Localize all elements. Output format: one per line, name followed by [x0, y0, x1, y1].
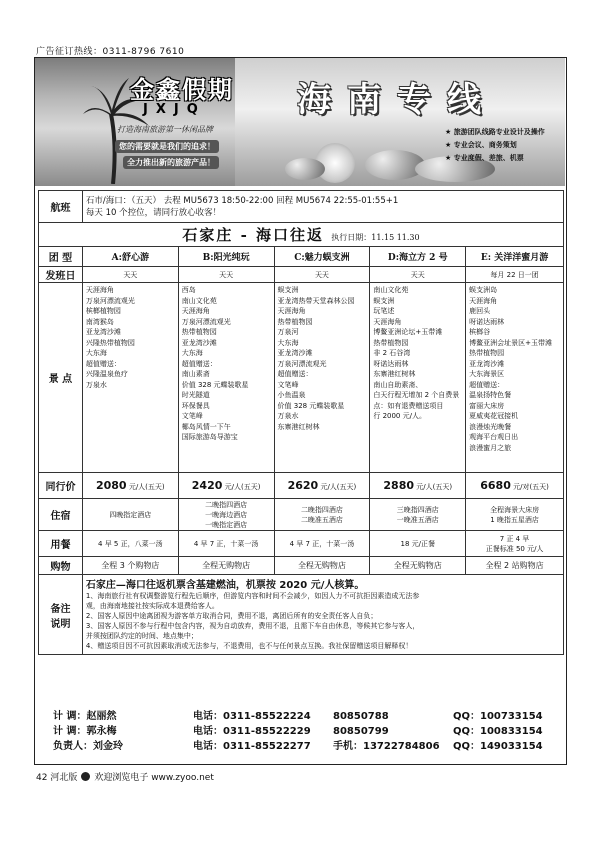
list-item: 浪漫蜜月之旅: [469, 443, 512, 452]
list-item: 兴隆热带植物园: [85, 338, 135, 347]
hotel-cell: [466, 499, 564, 531]
route-date: 执行日期：11.15 11.30: [331, 233, 420, 242]
list-item: 东寨港红树林: [373, 370, 416, 378]
site-link[interactable]: 欢迎浏览电子 www.zyoo.net: [94, 773, 214, 783]
list-item: 万泉水: [277, 412, 299, 420]
price-amount: 6680: [480, 479, 511, 492]
contact-role: 计 调：赵丽然: [53, 711, 117, 722]
contact-row: [53, 724, 563, 739]
page-number: 42 河北版: [36, 773, 78, 783]
list-item: 亚龙湾沙滩: [469, 359, 505, 368]
departure-cell: 天天: [274, 267, 370, 283]
list-item: 小鱼温泉: [277, 391, 306, 399]
service-item: ★ 专业会议、商务策划: [445, 141, 517, 149]
meals-cell: [82, 531, 178, 557]
list-item: 椰岛风情一下午: [181, 422, 231, 431]
departure-label: 发班日: [39, 267, 83, 283]
departure-cell: 每月 22 日一团: [466, 267, 564, 283]
column-header: A:舒心游: [82, 247, 178, 267]
notes-label-line: 说明: [50, 618, 71, 630]
meals-row: [39, 531, 564, 557]
list-item: 南湾猴岛: [85, 317, 114, 326]
contact-qq: QQ：149033154: [453, 741, 543, 752]
list-item: 热带植物园: [373, 338, 409, 347]
notes-label-line: 备注: [50, 603, 71, 615]
price-unit: 元/人(五天): [416, 483, 453, 491]
spots-cell: [370, 283, 466, 473]
list-item: 亚龙湾沙滩: [85, 328, 121, 336]
price-cell: [274, 473, 370, 499]
list-item: 东寨港红树林: [277, 422, 320, 431]
departure-cell: 天天: [82, 267, 178, 283]
list-item: 天涯海角: [373, 317, 402, 326]
service-item: ★ 旅游团队线路专业设计及操作: [445, 128, 545, 136]
list-item: 价值 328 元蝶装歌星: [181, 380, 249, 389]
spots-cell: [466, 283, 564, 473]
list-item: 蜈支洲岛: [469, 286, 498, 294]
meals-cell: [274, 531, 370, 557]
price-amount: 2080: [95, 479, 127, 492]
list-item: 南山文化苑: [373, 286, 409, 294]
shopping-cell: 全程 3 个购物店: [82, 557, 178, 575]
page-title: 海南专线: [297, 80, 497, 120]
list-item: 热带植物园: [181, 328, 217, 336]
list-item: 蜈支洲: [373, 296, 395, 305]
departure-cell: 天天: [370, 267, 466, 283]
contact-row: [53, 739, 563, 754]
shopping-cell: 全程无购物店: [370, 557, 466, 575]
departure-row: [39, 267, 564, 283]
list-item: 1、海南旅行社有权调整游览行程先后顺序，但游览内容和时间不会减少，如因人力不可抗拒因素造成无法参: [85, 592, 420, 600]
list-item: 博鳌亚洲论坛+玉带滩: [373, 328, 443, 336]
contact-role: 负责人：刘金玲: [53, 741, 123, 752]
list-item: 环保餐具: [181, 401, 210, 410]
meals-cell: [466, 531, 564, 557]
list-item: 鹿回头: [469, 307, 491, 315]
list-item: 4 早 5 正，八菜一汤: [98, 539, 163, 548]
list-item: 4、赠送项目因不可抗因素取消或无法参与，不退费用，也不与任何景点互换。我社保留赠送项目解释权！: [85, 642, 413, 650]
hotel-cell: [178, 499, 274, 531]
contact-list: [53, 709, 563, 754]
list-item: 南山文化苑: [181, 296, 217, 305]
list-item: 4 早 7 正，十菜一汤: [193, 539, 259, 548]
list-item: 呀诺达雨林: [469, 317, 505, 326]
list-item: 西岛: [181, 286, 196, 294]
flight-label: 航班: [39, 191, 83, 223]
list-item: 大东海: [181, 349, 203, 357]
flight-line: 每天 10 个控位，请同行放心收客！: [85, 207, 222, 218]
spots-cell: [274, 283, 370, 473]
list-item: 观海平台观日出: [469, 433, 519, 441]
price-cell: [82, 473, 178, 499]
route-row: [39, 223, 564, 247]
list-item: 时光隧道: [181, 391, 210, 399]
flight-info: [82, 191, 563, 223]
list-item: 天涯海角: [469, 296, 498, 305]
price-unit: 元/人(五天): [320, 483, 357, 491]
list-item: 玩笔述: [373, 307, 395, 315]
price-amount: 2620: [287, 479, 319, 492]
column-header: D:海立方 2 号: [370, 247, 466, 267]
list-item: 观，由海南地接社按实际成本退费给客人。: [85, 602, 219, 610]
list-item: 超值赠送：: [277, 370, 313, 378]
banner: [35, 58, 565, 186]
notes-list: [86, 591, 560, 651]
list-item: 一晚准五酒店: [396, 515, 439, 524]
list-item: 热带植物园: [277, 317, 313, 326]
list-item: 亚龙湾沙滩: [277, 349, 313, 357]
shopping-cell: 全程无购物店: [274, 557, 370, 575]
slogan: 打造海南旅游第一休闲品牌: [117, 125, 213, 134]
flight-line: 石市/海口：（五天） 去程 MU5673 18:50-22:00 回程 MU5674 22:55-01:55+1: [85, 195, 399, 206]
list-item: 一晚海边酒店: [205, 510, 248, 519]
list-item: 文笔峰: [181, 412, 203, 420]
list-item: 天涯海角: [277, 307, 306, 315]
contact-phone: 电话：0311-85522277: [193, 741, 311, 752]
route-title: [39, 223, 564, 247]
list-item: 非 2 石谷湾: [373, 349, 411, 357]
list-item: 全程海景大床房: [490, 505, 540, 514]
column-header: C:魅力蜈支洲: [274, 247, 370, 267]
price-cell: [178, 473, 274, 499]
list-item: 2、国客人原因中途离团视为游客单方取消合同，费用不退，离团后所有的安全责任客人自负；: [85, 612, 378, 620]
list-item: 呀诺达雨林: [373, 359, 409, 368]
shopping-cell: 全程无购物店: [178, 557, 274, 575]
list-item: 价值 328 元蝶装歌星: [277, 401, 345, 410]
list-item: 亚龙湾热带天堂森林公园: [277, 296, 355, 305]
service-list: [445, 126, 545, 165]
contact-phone: 电话：0311-85522224: [193, 711, 311, 722]
list-item: 白天行程无增加 2 个自费景点：如有退费赠送项目: [373, 391, 460, 410]
list-item: 万泉河: [277, 328, 299, 336]
contact-qq: QQ：100833154: [453, 726, 543, 737]
list-item: 大东海景区: [469, 370, 505, 378]
list-item: 超值赠送：: [181, 359, 217, 368]
list-item: 并须按团队约定的时间、地点集中；: [85, 632, 198, 640]
price-cell: [466, 473, 564, 499]
list-item: 天涯海角: [85, 286, 114, 294]
flight-row: [39, 191, 564, 223]
hotel-cell: [82, 499, 178, 531]
list-item: 万泉河漂流观光: [277, 359, 327, 368]
list-item: 万泉水: [85, 380, 107, 389]
rock-decor: [285, 158, 325, 180]
list-item: 超值赠送：: [469, 380, 505, 389]
itinerary-table: [38, 190, 564, 655]
list-item: 大东海: [277, 338, 299, 347]
list-item: 文笔峰: [277, 380, 299, 389]
contact-phone2: 手机：13722784806: [333, 741, 440, 752]
page-footer: [36, 770, 214, 783]
departure-cell: 天天: [178, 267, 274, 283]
list-item: 行 2000 元/人。: [373, 412, 426, 420]
list-item: 蜈支洲: [277, 286, 299, 294]
site-logo-icon: [81, 772, 90, 781]
list-item: 南山自助素斋、: [373, 380, 423, 389]
list-item: 浪漫烛光晚餐: [469, 422, 512, 431]
contact-phone2: 80850788: [333, 711, 389, 722]
list-item: 夏威夷花冠接机: [469, 412, 519, 420]
list-item: 二晚准五酒店: [300, 515, 343, 524]
list-item: 万泉河漂流观光: [181, 317, 231, 326]
slogan: 全力推出新的旅游产品！: [123, 156, 219, 169]
list-item: 1 晚指五星酒店: [490, 515, 539, 524]
shopping-cell: 全程 2 站购物店: [466, 557, 564, 575]
notes-headline: 石家庄—海口往返机票含基建燃油，机票按 2020 元/人核算。: [85, 580, 365, 591]
list-item: 7 正 4 早: [499, 534, 530, 543]
list-item: 槟榔植物园: [85, 307, 121, 315]
advert-frame: [34, 57, 567, 765]
brand-logo: 金鑫假期: [130, 75, 234, 104]
spots-row: [39, 283, 564, 473]
price-unit: 元/人(五天): [224, 483, 261, 491]
contact-row: [53, 709, 563, 724]
list-item: 三晚指四酒店: [396, 505, 439, 514]
list-item: 四晚指定酒店: [109, 510, 152, 519]
list-item: 国际旅游岛导游宝: [181, 433, 238, 441]
list-item: 二晚指四酒店: [205, 500, 248, 509]
price-unit: 元/人(五天): [128, 483, 165, 491]
spots-cell: [178, 283, 274, 473]
contact-phone2: 80850799: [333, 726, 389, 737]
hotel-cell: [370, 499, 466, 531]
shopping-row: [39, 557, 564, 575]
price-amount: 2420: [191, 479, 223, 492]
route-name: 石家庄 - 海口往返: [182, 226, 325, 244]
spots-cell: [82, 283, 178, 473]
list-item: 18 元/正餐: [400, 539, 435, 548]
price-amount: 2880: [383, 479, 415, 492]
list-item: 二晚指四酒店: [300, 505, 343, 514]
list-item: 南山素斋: [181, 370, 210, 378]
list-item: 富丽大床房: [469, 401, 505, 410]
price-label: 同行价: [39, 473, 83, 499]
column-header-row: [39, 247, 564, 267]
price-unit: 元/对(五天): [513, 483, 549, 491]
contact-role: 计 调：郭永梅: [53, 726, 117, 737]
list-item: 博鳌亚洲会址景区+玉带滩: [469, 338, 553, 347]
service-item: ★ 专业度假、差旅、机票: [445, 154, 524, 162]
list-item: 大东海: [85, 349, 107, 357]
list-item: 正餐标准 50 元/人: [485, 544, 544, 553]
list-item: 4 早 7 正，十菜一汤: [289, 539, 355, 548]
contact-phone: 电话：0311-85522229: [193, 726, 311, 737]
meals-label: 用餐: [39, 531, 83, 557]
list-item: 3、国客人原因不参与行程中包含内容，视为自动放弃，费用不退，且需下车自由休息，等候其它参与客人，: [85, 622, 420, 630]
contact-qq: QQ：100733154: [453, 711, 543, 722]
ad-hotline: 广告征订热线：0311-8796 7610: [36, 47, 185, 57]
meals-cell: [178, 531, 274, 557]
meals-cell: [370, 531, 466, 557]
list-item: 亚龙湾沙滩: [181, 338, 217, 347]
column-header: B:阳光纯玩: [178, 247, 274, 267]
list-item: 兴隆温泉鱼疗: [85, 370, 128, 378]
list-item: 热带植物园: [469, 349, 505, 357]
column-header: E: 关洋洋蜜月游: [466, 247, 564, 267]
list-item: 天涯海角: [181, 307, 210, 315]
shopping-label: 购物: [39, 557, 83, 575]
notes-row: [39, 575, 564, 655]
brand-initials: JXJQ: [143, 102, 206, 117]
list-item: 槟榔谷: [469, 328, 491, 336]
list-item: 温泉扬特色餐: [469, 391, 512, 399]
hotel-row: [39, 499, 564, 531]
column-header: 团 型: [39, 247, 83, 267]
list-item: 超值赠送：: [85, 359, 121, 368]
spots-label: 景 点: [39, 283, 83, 473]
slogan: 您的需要就是我们的追求！: [115, 140, 219, 153]
notes-content: [82, 575, 563, 655]
price-cell: [370, 473, 466, 499]
price-row: [39, 473, 564, 499]
list-item: 一晚指定酒店: [205, 520, 248, 529]
notes-label: [39, 575, 83, 655]
hotel-label: 住宿: [39, 499, 83, 531]
list-item: 万泉河漂流观光: [85, 296, 135, 305]
hotel-cell: [274, 499, 370, 531]
